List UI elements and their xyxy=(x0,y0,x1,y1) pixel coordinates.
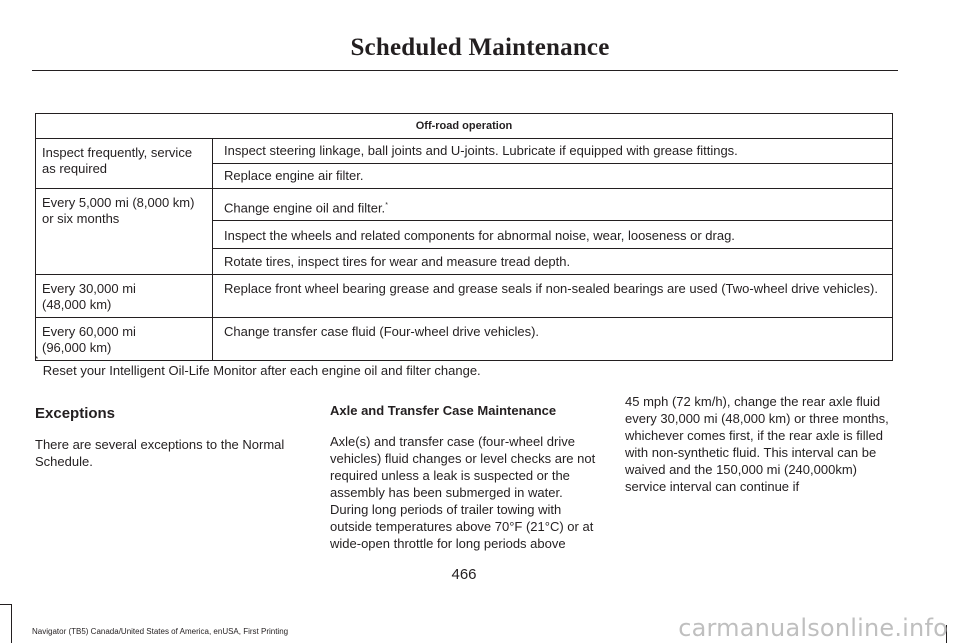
exceptions-body: There are several exceptions to the Normal Schedule. xyxy=(35,437,285,469)
task-text: Change engine oil and filter. xyxy=(224,200,386,216)
axle-heading: Axle and Transfer Case Maintenance xyxy=(330,403,557,418)
task-cell xyxy=(213,189,893,221)
crop-mark xyxy=(11,604,12,643)
table-header-row xyxy=(36,114,893,139)
crop-mark xyxy=(0,604,12,605)
table-row xyxy=(36,139,893,164)
header-rule xyxy=(32,70,898,71)
footnote-text: Reset your Intelligent Oil-Life Monitor after each engine oil and filter change. xyxy=(42,363,481,378)
footer-text: Navigator (TB5) Canada/United States of America, enUSA, First Printing xyxy=(32,627,289,636)
task-cell: Replace engine air filter. xyxy=(213,164,893,189)
axle-body: Axle(s) and transfer case (four-wheel drive vehicles) fluid changes or level checks are not required unless a leak is suspected or the assembly has been submerged in water. During long periods of trailer towing with outside temperatures above 70°F (21°C) or at wide-open throttle for long periods above xyxy=(330,434,596,551)
interval-line: Every 30,000 mi xyxy=(42,281,136,297)
page-number: 466 xyxy=(451,566,477,583)
interval-cell xyxy=(36,275,213,318)
interval-line: Every 60,000 mi xyxy=(42,324,136,340)
footnote-marker: * xyxy=(385,202,388,209)
page-header-title: Scheduled Maintenance xyxy=(350,34,610,61)
task-cell: Inspect steering linkage, ball joints and U-joints. Lubricate if equipped with grease fittings. xyxy=(213,139,893,164)
table-row xyxy=(36,275,893,318)
interval-cell: Inspect frequently, service as required xyxy=(36,139,213,189)
task-cell: Inspect the wheels and related components for abnormal noise, wear, looseness or drag. xyxy=(213,221,893,249)
column-exceptions xyxy=(35,405,305,470)
axle-body-continued: 45 mph (72 km/h), change the rear axle fluid every 30,000 mi (48,000 km) or three months, whichever comes first, if the rear axle is filled with non-synthetic fluid. This interval can be waived and the 150,000 mi (240,000km) service interval can continue if xyxy=(625,394,889,494)
column-axle-continued xyxy=(625,393,895,495)
interval-line: (96,000 km) xyxy=(42,340,112,356)
footnote-marker: * xyxy=(35,355,39,364)
task-cell: Rotate tires, inspect tires for wear and measure tread depth. xyxy=(213,249,893,275)
table-row xyxy=(36,189,893,221)
column-axle xyxy=(330,402,602,552)
table-title: Off-road operation xyxy=(36,114,893,139)
table-row xyxy=(36,318,893,361)
table-footnote xyxy=(35,355,481,378)
interval-cell: Every 5,000 mi (8,000 km) or six months xyxy=(36,189,213,275)
interval-line: (48,000 km) xyxy=(42,297,112,313)
off-road-maintenance-table xyxy=(35,113,893,361)
watermark-text: carmanualsonline.info xyxy=(678,614,948,642)
exceptions-heading: Exceptions xyxy=(35,405,116,422)
task-cell: Change transfer case fluid (Four-wheel drive vehicles). xyxy=(213,318,893,361)
task-cell: Replace front wheel bearing grease and grease seals if non-sealed bearings are used (Two-wheel drive vehicles). xyxy=(213,275,893,318)
interval-cell xyxy=(36,318,213,361)
